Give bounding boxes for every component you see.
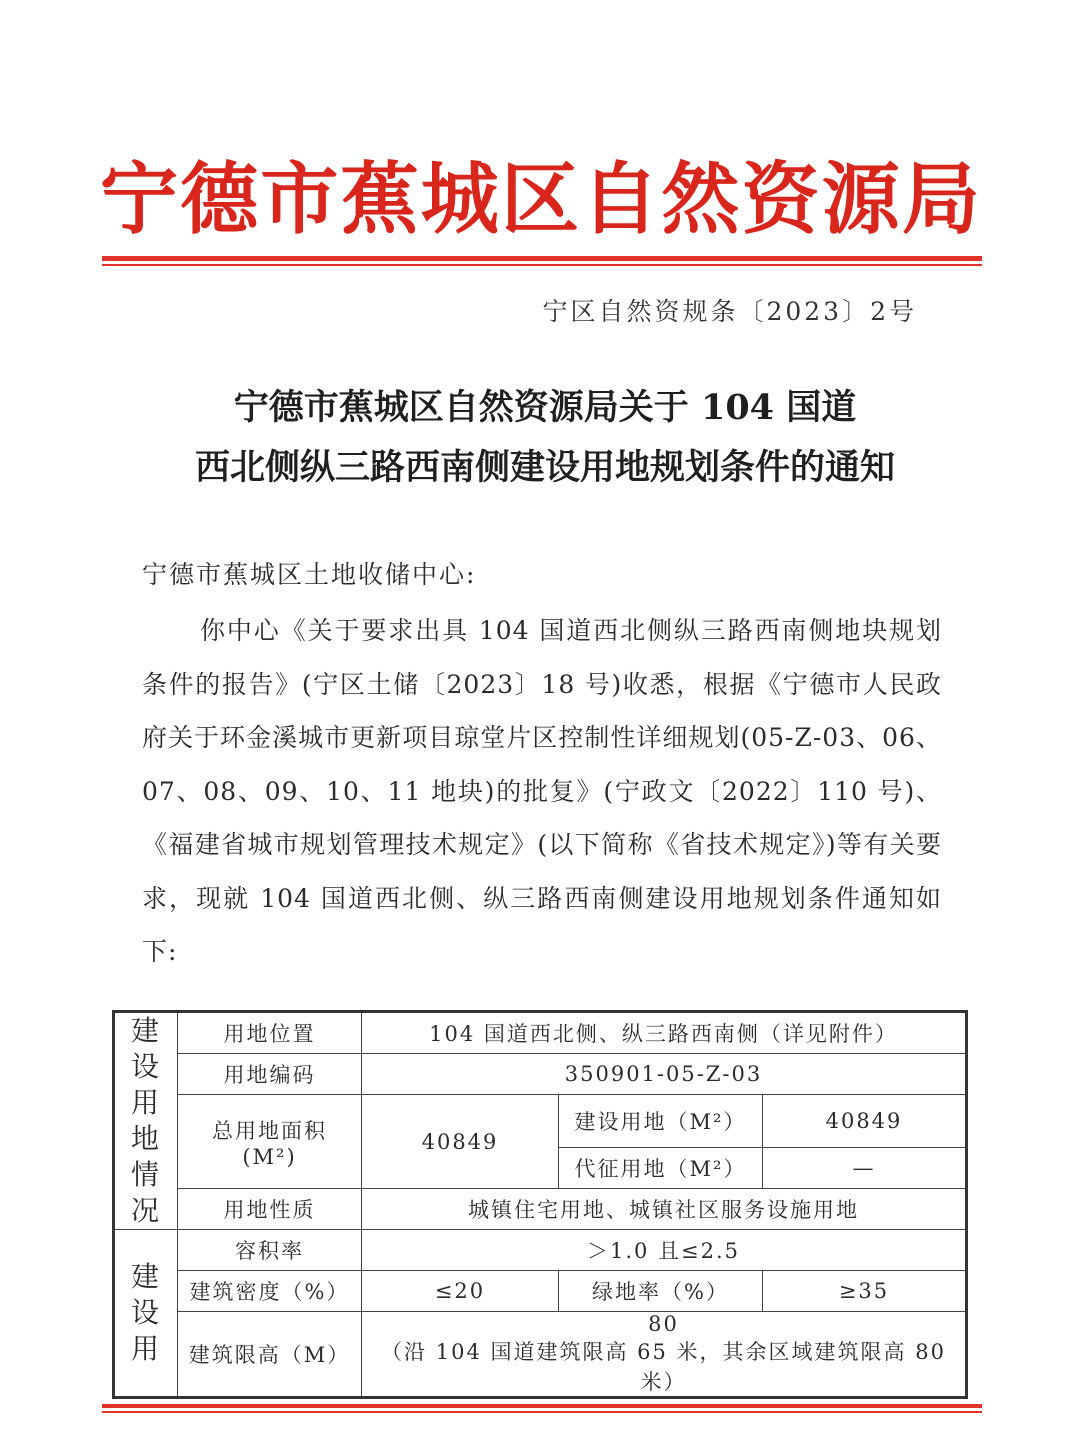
- table-row: [114, 1189, 967, 1230]
- agency-title-char: 源: [821, 154, 900, 245]
- agency-header-title: [100, 150, 980, 250]
- total-area-label-text: 总用地面积: [212, 1118, 327, 1143]
- total-area-label: [178, 1095, 362, 1189]
- agency-title-char: 城: [420, 154, 499, 245]
- green-label: 绿地率（%）: [559, 1271, 763, 1312]
- section-construction: 建设用: [114, 1230, 178, 1398]
- green-value: ≥35: [763, 1271, 967, 1312]
- construction-area-value: 40849: [763, 1095, 967, 1148]
- footer-rule-thick: [102, 1404, 982, 1408]
- notice-title-line-1: 宁德市蕉城区自然资源局关于 104 国道: [233, 387, 857, 428]
- code-label: 用地编码: [178, 1054, 362, 1095]
- location-value: 104 国道西北侧、纵三路西南侧（详见附件）: [362, 1012, 967, 1054]
- table-row: [114, 1271, 967, 1312]
- addressee: 宁德市蕉城区土地收储中心:: [142, 560, 477, 589]
- table-row: [114, 1312, 967, 1398]
- agency-title-char: 局: [901, 154, 980, 245]
- nature-label: 用地性质: [178, 1189, 362, 1230]
- height-label: 建筑限高（M）: [178, 1312, 362, 1398]
- document-number: 宁区自然资规条〔2023〕2号: [542, 297, 917, 326]
- body-paragraph: 你中心《关于要求出具 104 国道西北侧纵三路西南侧地块规划条件的报告》(宁区土储〔2023〕18 号)收悉，根据《宁德市人民政府关于环金溪城市更新项目琼堂片区控制性详细规划(05-Z-03、06、07、08、09、10、11 地块)的批复》(宁政文〔2022〕110 号)、《福建省城市规划管理技术规定》(以下简称《省技术规定》)等有关要求，现就 104 国道西北侧、纵三路西南侧建设用地规划条件通知如下:: [142, 616, 942, 966]
- header-rule-thin: [102, 264, 982, 266]
- agency-title-char: 蕉: [340, 154, 419, 245]
- far-value: ＞1.0 且≤2.5: [362, 1230, 967, 1271]
- total-area-unit: (M²): [242, 1144, 297, 1169]
- header-rule-thick: [102, 256, 982, 261]
- height-value: 80: [648, 1312, 679, 1336]
- notice-title-line-2: 西北侧纵三路西南侧建设用地规划条件的通知: [194, 447, 895, 488]
- agency-title-char: 市: [260, 154, 339, 245]
- density-label: 建筑密度（%）: [178, 1271, 362, 1312]
- far-label: 容积率: [178, 1230, 362, 1271]
- land-conditions-table: [112, 1010, 968, 1399]
- table-row: [114, 1095, 967, 1148]
- construction-area-label: 建设用地（M²）: [559, 1095, 763, 1148]
- code-value: 350901-05-Z-03: [362, 1054, 967, 1095]
- section-land-situation: 建设用地情况: [114, 1012, 178, 1230]
- agency-title-char: 宁: [100, 154, 179, 245]
- location-label: 用地位置: [178, 1012, 362, 1054]
- acquisition-value: —: [763, 1148, 967, 1189]
- table-row: [114, 1054, 967, 1095]
- agency-title-char: 资: [741, 154, 820, 245]
- agency-title-char: 然: [661, 154, 740, 245]
- agency-title-char: 德: [180, 154, 259, 245]
- agency-title-char: 区: [500, 154, 579, 245]
- table-row: [114, 1012, 967, 1054]
- height-cell: [362, 1312, 967, 1398]
- total-area-value: 40849: [362, 1095, 559, 1189]
- table-row: [114, 1230, 967, 1271]
- agency-title-char: 自: [581, 154, 660, 245]
- nature-value: 城镇住宅用地、城镇社区服务设施用地: [362, 1189, 967, 1230]
- height-note: （沿 104 国道建筑限高 65 米，其余区域建筑限高 80 米）: [381, 1340, 946, 1394]
- density-value: ≤20: [362, 1271, 559, 1312]
- acquisition-label: 代征用地（M²）: [559, 1148, 763, 1189]
- footer-rule-thin: [102, 1411, 982, 1413]
